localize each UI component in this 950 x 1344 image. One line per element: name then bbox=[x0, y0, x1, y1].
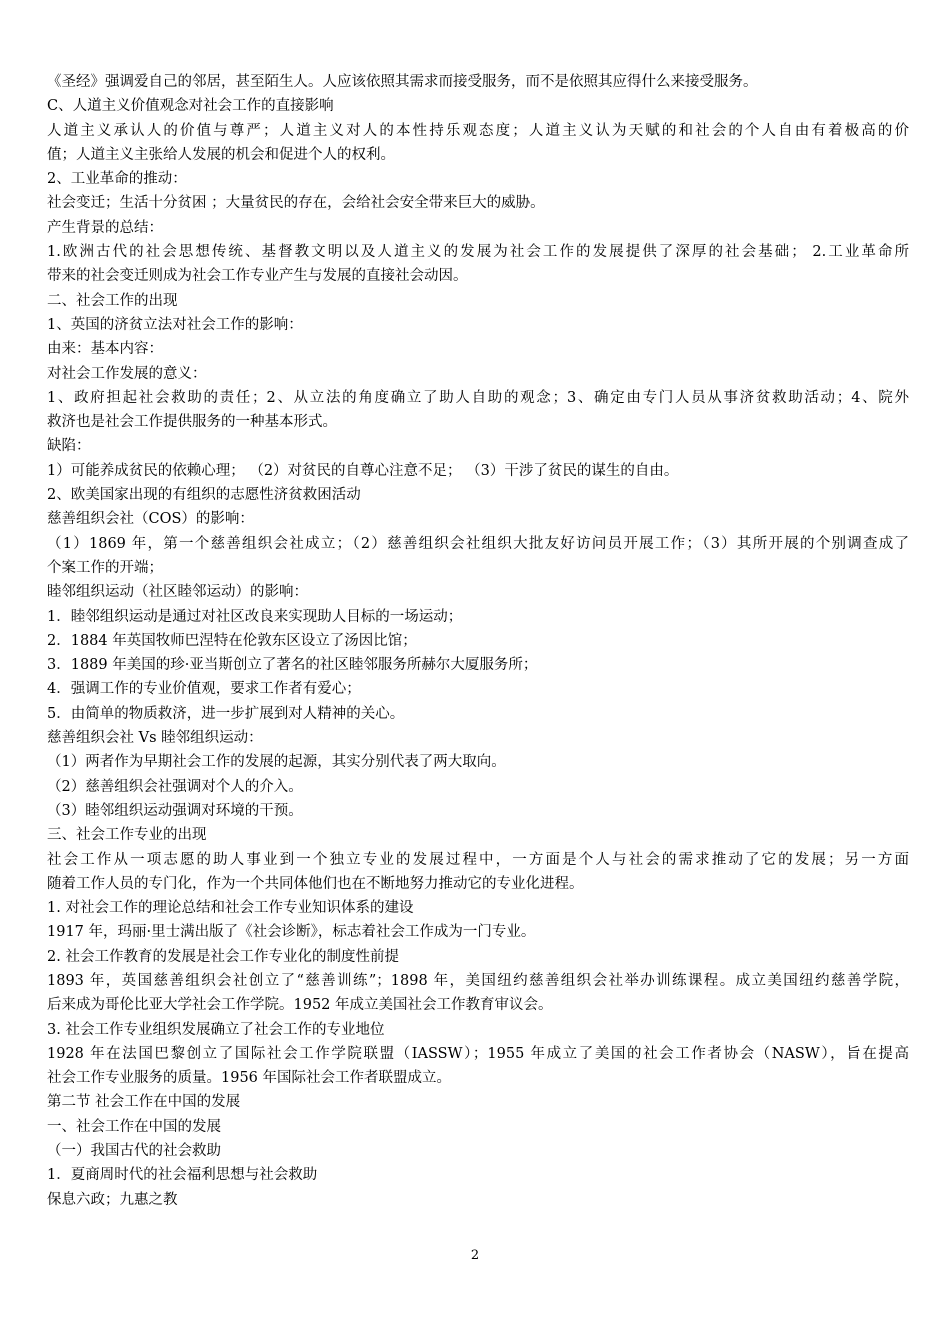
paragraph-line: 人道主义承认人的价值与尊严；人道主义对人的本性持乐观态度；人道主义认为天赋的和社会的个人自由有着极高的价 bbox=[47, 122, 909, 139]
list-item: 5．由简单的物质救济，进一步扩展到对人精神的关心。 bbox=[47, 705, 405, 722]
section-heading: 第二节 社会工作在中国的发展 bbox=[47, 1094, 241, 1111]
paragraph-line: 睦邻组织运动（社区睦邻运动）的影响： bbox=[47, 584, 308, 601]
paragraph-line: 社会变迁；生活十分贫困 ；大量贫民的存在，会给社会安全带来巨大的威胁。 bbox=[47, 195, 545, 212]
paragraph-line: 随着工作人员的专门化，作为一个共同体他们也在不断地努力推动它的专业化进程。 bbox=[47, 875, 584, 892]
list-item: （3）睦邻组织运动强调对环境的干预。 bbox=[47, 802, 303, 819]
paragraph-line: 慈善组织会社（COS）的影响： bbox=[47, 511, 254, 528]
paragraph-line: （1）1869 年，第一个慈善组织会社成立；（2）慈善组织会社组织大批友好访问员开展工作；（3）其所开展的个别调查成了 bbox=[47, 535, 909, 552]
section-heading: 3. 社会工作专业组织发展确立了社会工作的专业地位 bbox=[47, 1021, 385, 1038]
section-heading: 二、社会工作的出现 bbox=[47, 292, 178, 309]
section-heading: C、人道主义价值观念对社会工作的直接影响 bbox=[47, 98, 334, 115]
paragraph-line: 值；人道主义主张给人发展的机会和促进个人的权利。 bbox=[47, 146, 395, 163]
section-heading: 1、英国的济贫立法对社会工作的影响： bbox=[47, 316, 303, 333]
section-heading: 2、欧美国家出现的有组织的志愿性济贫救困活动 bbox=[47, 487, 361, 504]
paragraph-line: 1、政府担起社会救助的责任；2、从立法的角度确立了助人自助的观念；3、确定由专门人员从事济贫救助活动；4、院外 bbox=[47, 389, 909, 406]
paragraph-line: 救济也是社会工作提供服务的一种基本形式。 bbox=[47, 414, 337, 431]
paragraph-line: 带来的社会变迁则成为社会工作专业产生与发展的直接社会动因。 bbox=[47, 268, 468, 285]
paragraph-line: 1893 年，英国慈善组织会社创立了“慈善训练”；1898 年，美国纽约慈善组织会社举办训练课程。成立美国纽约慈善学院， bbox=[47, 972, 909, 989]
list-item: （1）两者作为早期社会工作的发展的起源，其实分别代表了两大取向。 bbox=[47, 754, 506, 771]
list-item: 3．1889 年美国的珍·亚当斯创立了著名的社区睦邻服务所赫尔大厦服务所； bbox=[47, 657, 538, 674]
paragraph-line: 1917 年，玛丽·里士满出版了《社会诊断》，标志着社会工作成为一门专业。 bbox=[47, 924, 536, 941]
paragraph-line: 社会工作从一项志愿的助人事业到一个独立专业的发展过程中，一方面是个人与社会的需求推动了它的发展；另一方面 bbox=[47, 851, 909, 868]
section-heading: 产生背景的总结： bbox=[47, 219, 163, 236]
paragraph-line: 由来：基本内容： bbox=[47, 341, 163, 358]
paragraph-line: 对社会工作发展的意义： bbox=[47, 365, 207, 382]
paragraph-line: 1928 年在法国巴黎创立了国际社会工作学院联盟（IASSW）；1955 年成立了美国的社会工作者协会（NASW），旨在提高 bbox=[47, 1045, 909, 1062]
paragraph-line: 保息六政；九惠之教 bbox=[47, 1191, 178, 1208]
paragraph-line: 后来成为哥伦比亚大学社会工作学院。1952 年成立美国社会工作教育审议会。 bbox=[47, 997, 553, 1014]
paragraph-line: 1）可能养成贫民的依赖心理； （2）对贫民的自尊心注意不足； （3）干涉了贫民的谋生的自由。 bbox=[47, 462, 679, 479]
list-item: （2）慈善组织会社强调对个人的介入。 bbox=[47, 778, 303, 795]
list-item: 4．强调工作的专业价值观，要求工作者有爱心； bbox=[47, 681, 361, 698]
paragraph-line: 缺陷： bbox=[47, 438, 91, 455]
paragraph-line: 个案工作的开端； bbox=[47, 559, 163, 576]
paragraph-line: 慈善组织会社 Vs 睦邻组织运动： bbox=[47, 730, 263, 747]
paragraph-line: 1.欧洲古代的社会思想传统、基督教文明以及人道主义的发展为社会工作的发展提供了深厚的社会基础； 2.工业革命所 bbox=[47, 244, 909, 261]
section-heading: 一、社会工作在中国的发展 bbox=[47, 1118, 221, 1135]
section-heading: 三、社会工作专业的出现 bbox=[47, 827, 207, 844]
section-heading: 2. 社会工作教育的发展是社会工作专业化的制度性前提 bbox=[47, 948, 399, 965]
section-heading: 1．夏商周时代的社会福利思想与社会救助 bbox=[47, 1167, 318, 1184]
paragraph-line: 社会工作专业服务的质量。1956 年国际社会工作者联盟成立。 bbox=[47, 1070, 452, 1087]
paragraph-line: 《圣经》强调爱自己的邻居，甚至陌生人。人应该依照其需求而接受服务，而不是依照其应得什么来接受服务。 bbox=[47, 74, 758, 90]
section-heading: （一）我国古代的社会救助 bbox=[47, 1143, 221, 1160]
list-item: 1．睦邻组织运动是通过对社区改良来实现助人目标的一场运动； bbox=[47, 608, 463, 625]
list-item: 2．1884 年英国牧师巴涅特在伦敦东区设立了汤因比馆； bbox=[47, 632, 417, 649]
section-heading: 1. 对社会工作的理论总结和社会工作专业知识体系的建设 bbox=[47, 900, 414, 917]
page-number: 2 bbox=[470, 1248, 480, 1263]
section-heading: 2、工业革命的推动： bbox=[47, 171, 187, 188]
document-body bbox=[47, 70, 909, 1212]
